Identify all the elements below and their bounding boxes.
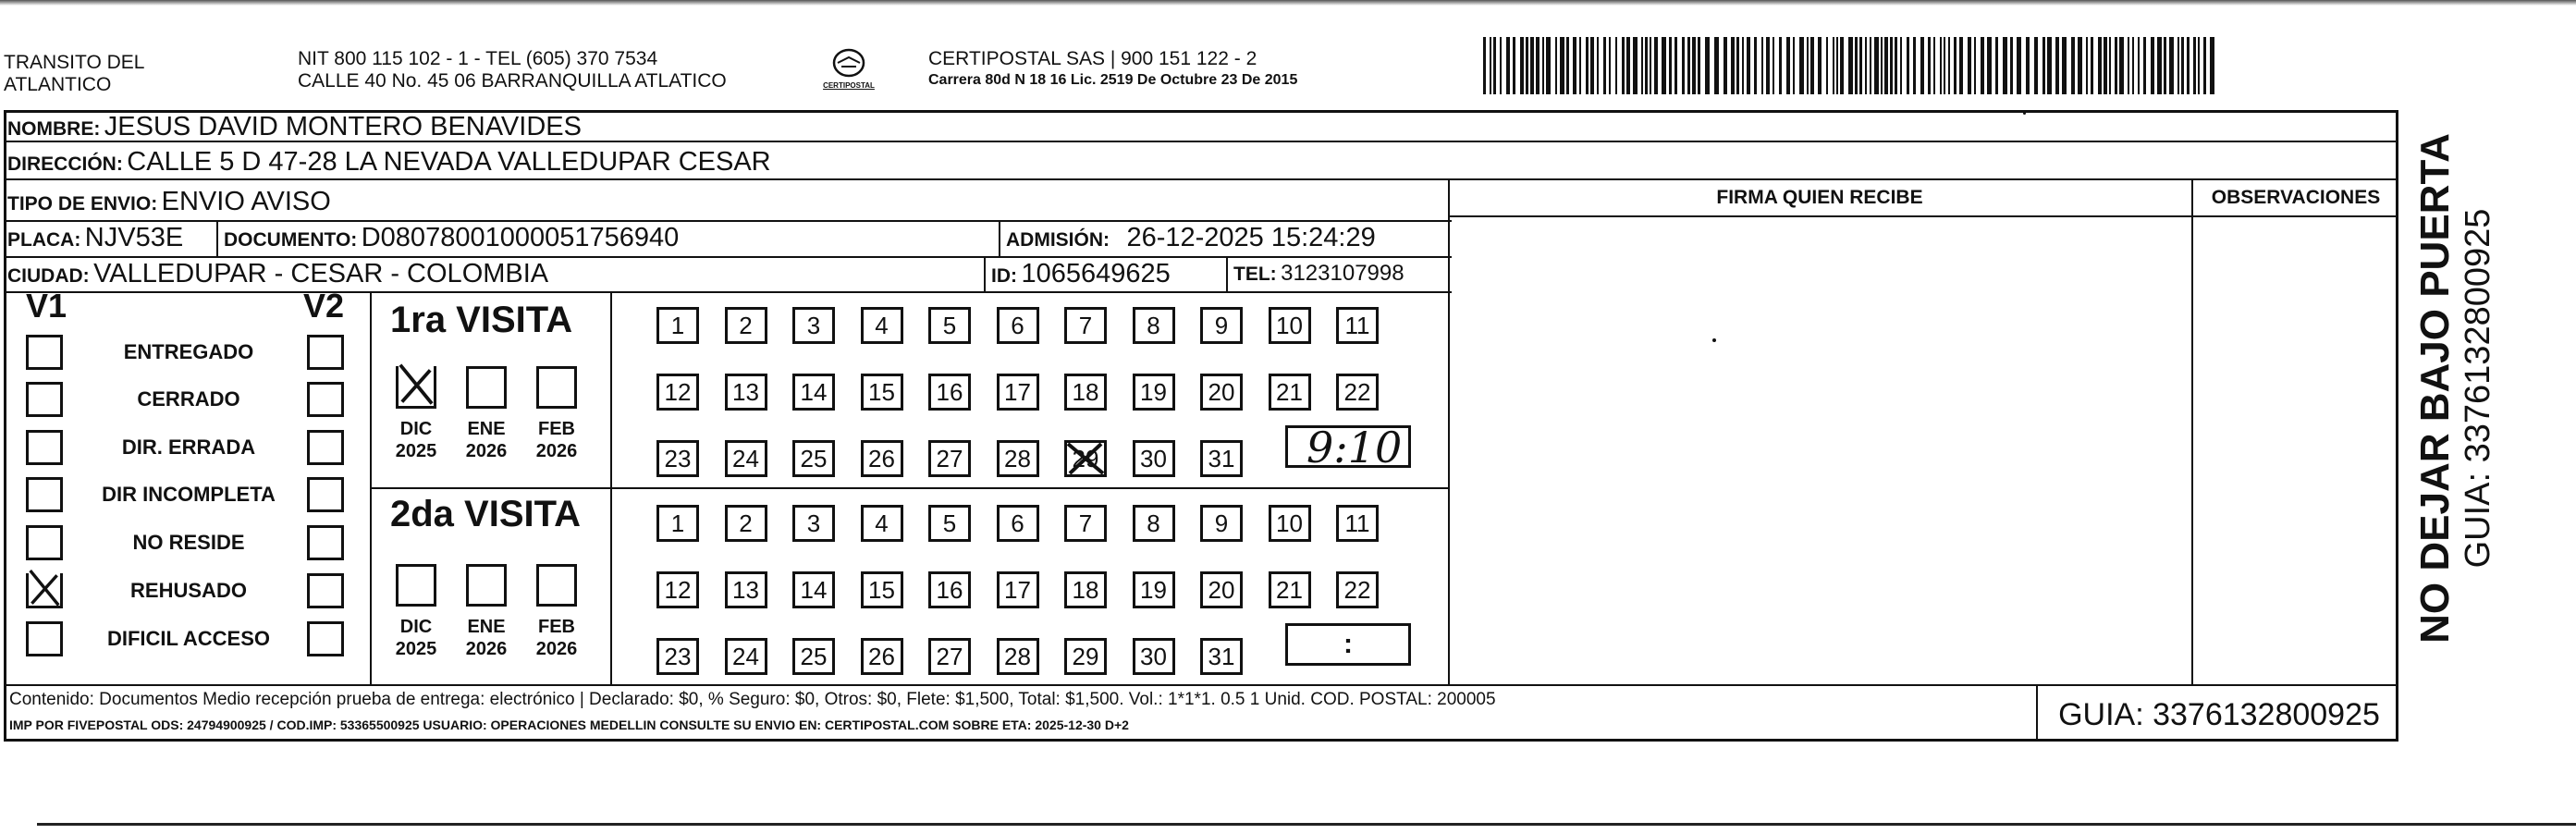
month-year: 2026: [465, 441, 508, 461]
visit2-day-box[interactable]: 20: [1200, 571, 1243, 608]
month-name: DIC: [399, 617, 433, 637]
nombre-label: NOMBRE:: [7, 118, 101, 140]
visit2-month-label: [459, 616, 514, 660]
x-mark-icon: [29, 573, 60, 606]
sender-name: [4, 52, 144, 96]
direccion-value: CALLE 5 D 47-28 LA NEVADA VALLEDUPAR CESAR: [127, 147, 771, 177]
visit1-day-box[interactable]: 4: [861, 307, 903, 344]
v2-label: V2: [303, 287, 345, 325]
visit2-month-checkbox[interactable]: [466, 564, 507, 607]
month-year: 2026: [535, 639, 578, 659]
visit1-day-box[interactable]: 8: [1133, 307, 1175, 344]
sender-info: [298, 48, 727, 92]
month-year: 2025: [395, 639, 437, 659]
visit2-day-box[interactable]: 1: [656, 505, 699, 542]
v2-checkbox[interactable]: [307, 382, 344, 417]
footer-line2: IMP POR FIVEPOSTAL ODS: 24794900925 / COD.IMP: 53365500925 USUARIO: OPERACIONES MEDELLIN CONSULTE SU ENVIO EN: CERTIPOSTAL.COM SOBRE ETA: 2025-12-30 D+2: [9, 717, 1129, 732]
tel-value: 3123107998: [1281, 261, 1405, 286]
visit1-time-value: 9:10: [1306, 423, 1403, 472]
side-warning: NO DEJAR BAJO PUERTA: [2412, 133, 2458, 644]
visit2-day-box[interactable]: 30: [1133, 638, 1175, 675]
status-label: DIFICIL ACCESO: [106, 627, 270, 650]
month-year: 2025: [395, 441, 437, 461]
visit2-day-box[interactable]: 8: [1133, 505, 1175, 542]
courier-logo-icon: [812, 44, 886, 100]
visit1-day-box[interactable]: 9: [1200, 307, 1243, 344]
documento-label: DOCUMENTO:: [224, 229, 358, 251]
x-mark-icon: [1064, 440, 1107, 477]
col-rule: [1448, 178, 1450, 684]
visit1-day-box[interactable]: 1: [656, 307, 699, 344]
visit1-day-box[interactable]: 25: [792, 440, 835, 477]
month-name: ENE: [467, 617, 506, 637]
visit1-day-box[interactable]: 18: [1064, 374, 1107, 411]
scan-top-edge: [0, 0, 2576, 6]
visit1-title: 1ra VISITA: [390, 300, 573, 340]
visit2-day-box[interactable]: 26: [861, 638, 903, 675]
col-rule: [1226, 256, 1228, 291]
col-rule: [216, 220, 218, 256]
visit2-day-box[interactable]: 18: [1064, 571, 1107, 608]
visit2-day-box[interactable]: 5: [928, 505, 971, 542]
visit2-month-checkbox[interactable]: [536, 564, 577, 607]
visit2-day-box[interactable]: 22: [1336, 571, 1379, 608]
documento-value: D08078001000051756940: [361, 223, 680, 252]
visit1-time-box[interactable]: [1285, 423, 1411, 472]
visit2-time-box[interactable]: [1285, 623, 1411, 666]
visit2-day-box[interactable]: 17: [997, 571, 1039, 608]
visit1-day-box[interactable]: 15: [861, 374, 903, 411]
month-name: FEB: [538, 419, 575, 439]
visit1-day-box[interactable]: 27: [928, 440, 971, 477]
visit2-day-box[interactable]: 9: [1200, 505, 1243, 542]
row-rule: [1448, 215, 2398, 217]
month-name: FEB: [538, 617, 575, 637]
id-field: [991, 256, 1171, 296]
visit1-day-box[interactable]: 3: [792, 307, 835, 344]
tipo-envio-label: TIPO DE ENVIO:: [7, 193, 158, 215]
visit1-day-box[interactable]: 30: [1133, 440, 1175, 477]
v2-checkbox[interactable]: [307, 621, 344, 656]
visit1-day-box[interactable]: 24: [725, 440, 767, 477]
direccion-field: [7, 144, 771, 184]
side-guia: GUIA: 3376132800925: [2459, 208, 2497, 569]
scan-bottom-line: [37, 823, 2576, 826]
tipo-envio-value: ENVIO AVISO: [161, 187, 331, 216]
visit2-month-label: [529, 616, 584, 660]
v2-checkbox[interactable]: [307, 525, 344, 560]
col-rule: [2036, 684, 2038, 742]
visit1-day-box[interactable]: 5: [928, 307, 971, 344]
visit1-day-box[interactable]: 2: [725, 307, 767, 344]
tel-field: [1233, 256, 1405, 294]
v2-checkbox[interactable]: [307, 573, 344, 608]
visit2-day-box[interactable]: 16: [928, 571, 971, 608]
id-value: 1065649625: [1021, 259, 1171, 288]
stray-dot: [2023, 112, 2026, 115]
col-rule: [2191, 178, 2193, 684]
visit1-day-box[interactable]: 14: [792, 374, 835, 411]
barcode-icon: [1483, 37, 2219, 94]
observaciones-label: OBSERVACIONES: [2211, 187, 2381, 208]
placa-value: NJV53E: [84, 223, 184, 252]
visit2-day-box[interactable]: 4: [861, 505, 903, 542]
visit2-day-box[interactable]: 14: [792, 571, 835, 608]
visit2-day-box[interactable]: 21: [1269, 571, 1311, 608]
visit1-month-checkbox[interactable]: [536, 366, 577, 409]
visit1-day-box[interactable]: 10: [1269, 307, 1311, 344]
visit2-day-box[interactable]: 27: [928, 638, 971, 675]
month-name: ENE: [467, 419, 506, 439]
visit1-day-box[interactable]: 26: [861, 440, 903, 477]
courier-logo-text: CERTIPOSTAL: [823, 81, 875, 90]
documento-field: [224, 220, 679, 260]
visit1-month-label: [388, 418, 444, 462]
status-label: REHUSADO: [130, 579, 247, 602]
visit2-day-box[interactable]: 6: [997, 505, 1039, 542]
visit2-month-label: [388, 616, 444, 660]
v2-checkbox[interactable]: [307, 335, 344, 370]
placa-label: PLACA:: [7, 229, 81, 251]
visit1-day-box[interactable]: 6: [997, 307, 1039, 344]
status-label: ENTREGADO: [123, 340, 254, 363]
admision-field: [1006, 220, 1376, 260]
visit1-month-label: [459, 418, 514, 462]
month-name: DIC: [399, 419, 433, 439]
ciudad-field: [7, 256, 548, 296]
visit1-day-box[interactable]: 23: [656, 440, 699, 477]
barcode: [1483, 37, 2219, 94]
visit1-day-box[interactable]: 21: [1269, 374, 1311, 411]
visit2-month-checkbox[interactable]: [396, 564, 436, 607]
visit1-day-box[interactable]: 11: [1336, 307, 1379, 344]
admision-value: 26-12-2025 15:24:29: [1126, 223, 1376, 252]
visit2-day-box[interactable]: 31: [1200, 638, 1243, 675]
visit2-day-box[interactable]: 13: [725, 571, 767, 608]
admision-label: ADMISIÓN:: [1006, 229, 1110, 251]
visit2-day-box[interactable]: 15: [861, 571, 903, 608]
visit1-day-box[interactable]: 13: [725, 374, 767, 411]
visit1-day-box[interactable]: 7: [1064, 307, 1107, 344]
sender-info-line2: CALLE 40 No. 45 06 BARRANQUILLA ATLATICO: [298, 70, 727, 92]
side-warning-block: [2404, 129, 2515, 647]
footer-line1: Contenido: Documentos Medio recepción prueba de entrega: electrónico | Declarado: $0, % Seguro: $0, Otros: $0, Flete: $1,500, Total: $1,500. Vol.: 1*1*1. 0.5 1 Unid. COD. POSTAL: 200005: [9, 690, 1496, 709]
month-year: 2026: [465, 639, 508, 659]
visit2-day-box[interactable]: 24: [725, 638, 767, 675]
visit2-day-box[interactable]: 28: [997, 638, 1039, 675]
status-label: NO RESIDE: [132, 531, 245, 554]
footer-rule: [4, 684, 2398, 686]
courier-info: [928, 48, 1297, 91]
tipo-envio-field: [7, 184, 331, 224]
visit2-title: 2da VISITA: [390, 494, 581, 534]
placa-field: [7, 220, 183, 260]
visit2-day-box[interactable]: 2: [725, 505, 767, 542]
visit2-day-box[interactable]: 3: [792, 505, 835, 542]
id-label: ID:: [991, 265, 1017, 287]
stray-dot: [1712, 338, 1716, 342]
status-label: DIR INCOMPLETA: [102, 483, 276, 506]
status-label: CERRADO: [137, 387, 240, 411]
direccion-label: DIRECCIÓN:: [7, 153, 123, 175]
visit1-day-box[interactable]: 22: [1336, 374, 1379, 411]
nombre-field: [7, 109, 582, 149]
row-rule: [370, 487, 1448, 489]
v1-label: V1: [26, 287, 67, 325]
v1-checkbox[interactable]: [26, 573, 63, 608]
visit2-day-box[interactable]: 29: [1064, 638, 1107, 675]
visit1-month-label: [529, 418, 584, 462]
v1-checkbox[interactable]: [26, 477, 63, 512]
firma-label: FIRMA QUIEN RECIBE: [1716, 187, 1923, 208]
ciudad-value: VALLEDUPAR - CESAR - COLOMBIA: [93, 259, 549, 288]
sender-name-line1: TRANSITO DEL: [4, 52, 145, 73]
v1-checkbox[interactable]: [26, 382, 63, 417]
col-rule: [999, 220, 1000, 256]
v1-checkbox[interactable]: [26, 430, 63, 465]
visit1-day-box[interactable]: 12: [656, 374, 699, 411]
visit1-day-box[interactable]: 16: [928, 374, 971, 411]
nombre-value: JESUS DAVID MONTERO BENAVIDES: [104, 112, 582, 141]
visit2-day-box[interactable]: 19: [1133, 571, 1175, 608]
col-rule: [984, 256, 986, 291]
visit2-day-box[interactable]: 23: [656, 638, 699, 675]
sender-name-line2: ATLANTICO: [4, 74, 112, 95]
visit2-day-box[interactable]: 11: [1336, 505, 1379, 542]
x-mark-icon: [399, 366, 434, 406]
visit2-time-value: :: [1343, 629, 1353, 659]
visit1-day-box[interactable]: 19: [1133, 374, 1175, 411]
visit1-day-box[interactable]: 28: [997, 440, 1039, 477]
v1-checkbox[interactable]: [26, 621, 63, 656]
v1-checkbox[interactable]: [26, 525, 63, 560]
visit1-day-box[interactable]: 17: [997, 374, 1039, 411]
courier-line1: CERTIPOSTAL SAS | 900 151 122 - 2: [928, 48, 1257, 69]
visit1-day-box[interactable]: 31: [1200, 440, 1243, 477]
visit2-day-box[interactable]: 12: [656, 571, 699, 608]
visit2-day-box[interactable]: 25: [792, 638, 835, 675]
visit2-day-box[interactable]: 10: [1269, 505, 1311, 542]
courier-logo: [812, 44, 886, 100]
month-year: 2026: [535, 441, 578, 461]
v2-checkbox[interactable]: [307, 430, 344, 465]
tel-label: TEL:: [1233, 264, 1277, 285]
visit1-month-checkbox[interactable]: [466, 366, 507, 409]
visit1-day-box[interactable]: 20: [1200, 374, 1243, 411]
courier-line2: Carrera 80d N 18 16 Lic. 2519 De Octubre 23 De 2015: [928, 72, 1298, 88]
status-label: DIR. ERRADA: [121, 435, 256, 459]
v2-checkbox[interactable]: [307, 477, 344, 512]
visit1-month-checkbox[interactable]: [396, 366, 436, 409]
ciudad-label: CIUDAD:: [7, 265, 90, 287]
v1-checkbox[interactable]: [26, 335, 63, 370]
footer-guia: GUIA: 3376132800925: [2058, 697, 2380, 732]
sender-info-line1: NIT 800 115 102 - 1 - TEL (605) 370 7534: [298, 48, 658, 69]
visit2-day-box[interactable]: 7: [1064, 505, 1107, 542]
visit1-day-box[interactable]: 29: [1064, 440, 1107, 477]
